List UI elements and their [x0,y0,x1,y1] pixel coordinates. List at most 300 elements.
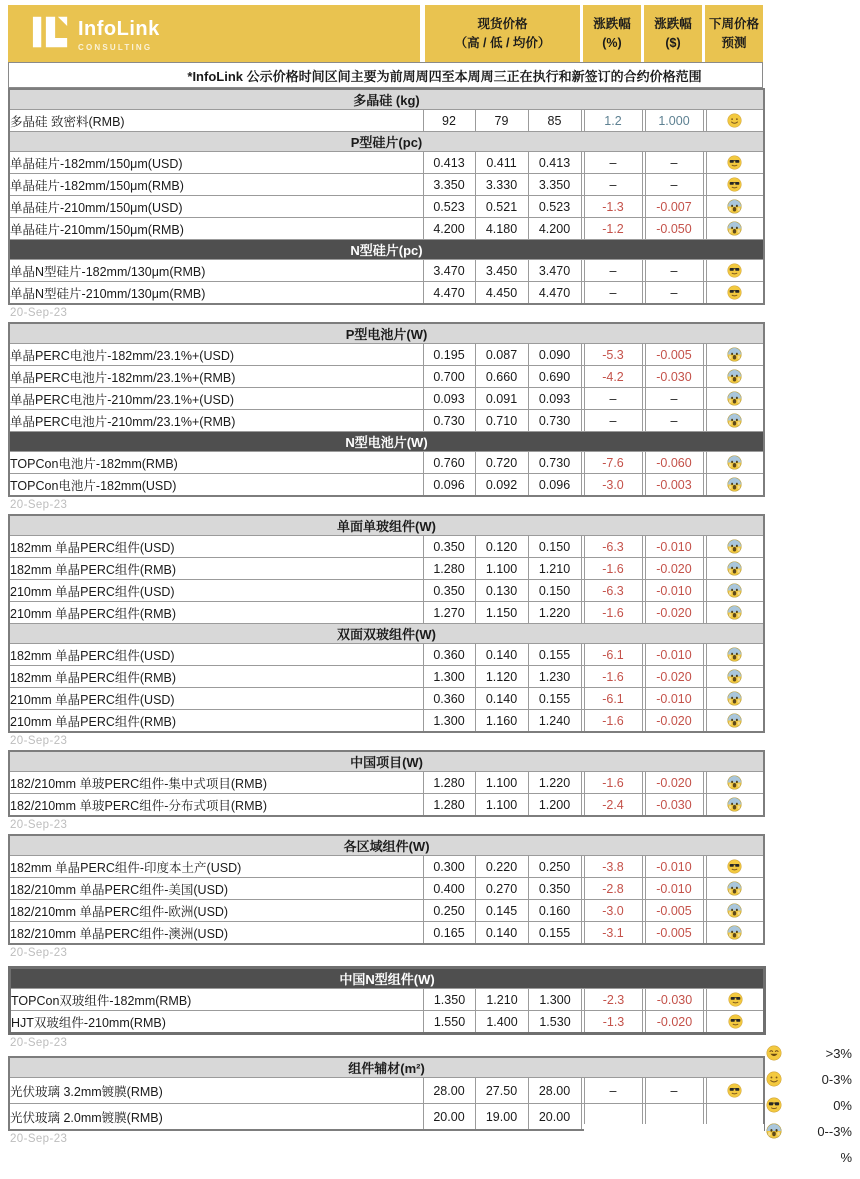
emoji-cool-icon [766,1097,782,1113]
price-high-cell: 0.165 [423,922,475,945]
emoji-cool-icon [727,177,742,192]
section-header [9,240,764,260]
price-low-cell: 0.270 [475,878,528,900]
product-name-cell: 单晶PERC电池片-210mm/23.1%+(USD) [9,388,423,410]
forecast-cell [706,282,764,305]
change-pct-cell: -3.0 [584,474,642,497]
section-title: 单面单玻组件(W) [9,515,764,536]
forecast-cell [706,900,764,922]
product-name-cell: 单晶PERC电池片-182mm/23.1%+(USD) [9,344,423,366]
emoji-scream-icon [727,903,742,918]
product-name-cell: 单晶硅片-182mm/150μm(USD) [9,152,423,174]
change-usd-cell: -0.010 [645,580,703,602]
emoji-scream-icon [727,605,742,620]
section-title: 各区域组件(W) [9,835,764,856]
change-pct-cell: -6.3 [584,536,642,558]
change-usd-cell: -0.020 [646,1011,704,1034]
price-high-cell: 1.550 [424,1011,476,1034]
legend-emoji [766,1123,784,1139]
price-row [9,218,764,240]
emoji-scream-icon [727,647,742,662]
section-title: 中国N型组件(W) [10,968,765,989]
price-high-cell: 1.280 [423,558,475,580]
legend-label: 0--3% [817,1123,852,1139]
price-low-cell: 0.130 [475,580,528,602]
product-name-cell: 182/210mm 单晶PERC组件-欧洲(USD) [9,900,423,922]
price-row [9,580,764,602]
change-pct-cell: -3.1 [584,922,642,945]
change-usd-cell: -0.030 [645,366,703,388]
emoji-cool-icon [727,285,742,300]
emoji-cool-icon [727,263,742,278]
price-table-block [8,1056,765,1131]
product-name-cell: 182mm 单晶PERC组件-印度本土产(USD) [9,856,423,878]
price-high-cell: 0.400 [423,878,475,900]
price-row [9,710,764,733]
price-high-cell: 1.300 [423,666,475,688]
date-watermark: 20-Sep-23 [10,1037,68,1049]
price-avg-cell: 0.160 [528,900,581,922]
price-high-cell: 1.280 [423,772,475,794]
change-usd-cell: -0.020 [645,666,703,688]
change-pct-cell: – [584,410,642,432]
forecast-cell [707,989,765,1011]
emoji-smile-icon [766,1071,782,1087]
change-usd-cell: -0.010 [645,644,703,666]
forecast-cell [706,474,764,497]
change-pct-cell: -2.8 [584,878,642,900]
change-usd-cell: – [645,410,703,432]
price-low-cell: 19.00 [475,1104,528,1131]
price-avg-cell: 0.150 [528,580,581,602]
emoji-cool-icon [727,859,742,874]
emoji-scream-icon [727,199,742,214]
change-usd-cell: -0.020 [645,558,703,580]
change-pct-cell: -1.6 [584,710,642,733]
price-period-note: *InfoLink 公示价格时间区间主要为前周周四至本周周三正在执行和新签订的合约价格范围 [8,62,763,88]
change-pct-cell: – [584,174,642,196]
legend-item [766,1092,852,1118]
forecast-subtitle: 预测 [721,35,747,50]
change-pct-cell: -1.2 [584,218,642,240]
price-row [9,152,764,174]
emoji-scream-icon [766,1123,782,1139]
price-low-cell: 0.091 [475,388,528,410]
price-avg-cell: 0.155 [528,644,581,666]
price-high-cell: 3.350 [423,174,475,196]
price-high-cell: 0.360 [423,644,475,666]
change-usd-cell: – [645,1078,703,1104]
section-header [9,1057,764,1078]
emoji-scream-icon [727,925,742,940]
product-name-cell: 182/210mm 单晶PERC组件-澳洲(USD) [9,922,423,945]
change-usd-cell: -0.005 [645,344,703,366]
change-usd-cell: -0.020 [645,772,703,794]
brand-name: InfoLink [78,18,160,40]
price-row [9,366,764,388]
section-title: P型电池片(W) [9,323,764,344]
emoji-scream-icon [727,881,742,896]
price-row [9,900,764,922]
forecast-cell [706,688,764,710]
forecast-cell [706,922,764,945]
price-row [9,644,764,666]
price-row [9,174,764,196]
price-high-cell: 0.760 [423,452,475,474]
brand-subtitle: CONSULTING [78,43,153,52]
price-avg-cell: 1.530 [529,1011,582,1034]
emoji-scream-icon [727,797,742,812]
change-usd-cell: – [645,260,703,282]
change-usd-cell: – [645,388,703,410]
price-high-cell: 0.730 [423,410,475,432]
price-high-cell: 4.470 [423,282,475,305]
price-low-cell: 0.140 [475,644,528,666]
forecast-cell [706,666,764,688]
price-table-block [8,514,765,733]
price-high-cell: 4.200 [423,218,475,240]
emoji-scream-icon [727,775,742,790]
price-high-cell: 20.00 [423,1104,475,1131]
price-avg-cell: 0.730 [528,452,581,474]
date-watermark: 20-Sep-23 [10,819,68,831]
price-high-cell: 0.413 [423,152,475,174]
col-header-forecast [705,5,763,62]
product-name-cell: 210mm 单晶PERC组件(RMB) [9,710,423,733]
change-usd-cell: 1.000 [645,110,703,132]
price-table-block [8,88,765,305]
change-usd-cell: -0.010 [645,856,703,878]
change-pct-cell: -1.6 [584,666,642,688]
price-table-block [8,834,765,945]
price-avg-cell: 0.093 [528,388,581,410]
price-high-cell: 0.093 [423,388,475,410]
change-pct-cell: -5.3 [584,344,642,366]
legend-emoji [766,1071,784,1087]
product-name-cell: 182mm 单晶PERC组件(USD) [9,536,423,558]
product-name-cell: 182/210mm 单玻PERC组件-分布式项目(RMB) [9,794,423,817]
change-pct-cell: -3.0 [584,900,642,922]
emoji-smile-icon [727,113,742,128]
section-title: N型电池片(W) [9,432,764,452]
price-low-cell: 0.092 [475,474,528,497]
change-pct-cell: – [584,388,642,410]
emoji-scream-icon [727,691,742,706]
price-avg-cell: 0.250 [528,856,581,878]
change-pct-cell: -1.3 [584,196,642,218]
price-row [10,1011,765,1034]
price-high-cell: 1.270 [423,602,475,624]
forecast-cell [706,602,764,624]
product-name-cell: 多晶硅 致密料(RMB) [9,110,423,132]
product-name-cell: 182/210mm 单玻PERC组件-集中式项目(RMB) [9,772,423,794]
product-name-cell: 210mm 单晶PERC组件(USD) [9,688,423,710]
price-low-cell: 4.180 [475,218,528,240]
emoji-scream-icon [727,455,742,470]
price-low-cell: 1.400 [476,1011,529,1034]
change-usd-cell: -0.003 [645,474,703,497]
price-high-cell: 0.360 [423,688,475,710]
logo-texts [78,19,160,52]
product-name-cell: 182mm 单晶PERC组件(USD) [9,644,423,666]
change-usd-cell: -0.050 [645,218,703,240]
product-name-cell: 182/210mm 单晶PERC组件-美国(USD) [9,878,423,900]
price-low-cell: 4.450 [475,282,528,305]
price-low-cell: 0.660 [475,366,528,388]
change-usd-cell: – [645,152,703,174]
section-header [10,968,765,989]
forecast-cell [706,196,764,218]
price-avg-cell: 28.00 [528,1078,581,1104]
brand-logo [8,5,420,62]
price-row [9,1078,764,1104]
product-name-cell: TOPCon双玻组件-182mm(RMB) [10,989,424,1011]
change-pct-cell: -6.3 [584,580,642,602]
product-name-cell: 182mm 单晶PERC组件(RMB) [9,558,423,580]
emoji-scream-icon [727,713,742,728]
price-avg-cell: 0.523 [528,196,581,218]
price-row [9,536,764,558]
product-name-cell: TOPCon电池片-182mm(RMB) [9,452,423,474]
change-pct-cell: – [584,1078,642,1104]
section-header [9,323,764,344]
change-pct-cell: – [584,282,642,305]
price-high-cell: 0.096 [423,474,475,497]
price-low-cell: 0.087 [475,344,528,366]
col-header-change-usd [644,5,702,62]
price-low-cell: 0.120 [475,536,528,558]
legend-label: 0% [833,1097,852,1113]
price-row [9,282,764,305]
change-pct-cell: -6.1 [584,688,642,710]
price-high-cell: 1.300 [423,710,475,733]
change-usd-cell: -0.005 [645,922,703,945]
forecast-cell [706,772,764,794]
change-usd-cell: -0.005 [645,900,703,922]
price-avg-cell: 1.210 [528,558,581,580]
emoji-cool-icon [727,1083,742,1098]
forecast-legend [766,1040,852,1170]
forecast-cell [706,110,764,132]
price-avg-cell: 0.155 [528,688,581,710]
price-avg-cell: 1.300 [529,989,582,1011]
product-name-cell: 单晶N型硅片-210mm/130μm(RMB) [9,282,423,305]
price-avg-cell: 0.090 [528,344,581,366]
price-row [9,344,764,366]
price-low-cell: 0.710 [475,410,528,432]
col-header-spot-price [425,5,580,62]
forecast-cell [706,710,764,733]
forecast-cell [706,174,764,196]
forecast-cell [706,344,764,366]
product-name-cell: HJT双玻组件-210mm(RMB) [10,1011,424,1034]
header-band [8,5,763,62]
product-name-cell: 182mm 单晶PERC组件(RMB) [9,666,423,688]
legend-emoji [766,1045,784,1061]
price-avg-cell: 85 [528,110,581,132]
change-pct-cell: -2.4 [584,794,642,817]
price-row [9,772,764,794]
price-low-cell: 1.210 [476,989,529,1011]
price-high-cell: 0.350 [423,580,475,602]
change-usd-cell: -0.030 [645,794,703,817]
forecast-cell [706,410,764,432]
price-low-cell: 1.100 [475,772,528,794]
product-name-cell: 单晶硅片-210mm/150μm(USD) [9,196,423,218]
price-low-cell: 79 [475,110,528,132]
price-low-cell: 27.50 [475,1078,528,1104]
price-row [9,794,764,817]
price-avg-cell: 20.00 [528,1104,581,1131]
price-high-cell: 0.300 [423,856,475,878]
price-high-cell: 0.250 [423,900,475,922]
price-low-cell: 3.450 [475,260,528,282]
price-table-block [8,322,765,497]
section-header [9,432,764,452]
price-avg-cell: 1.240 [528,710,581,733]
price-high-cell: 0.523 [423,196,475,218]
price-table-block [8,966,766,1035]
forecast-cell [706,856,764,878]
forecast-cell [706,558,764,580]
price-row [9,260,764,282]
date-watermark: 20-Sep-23 [10,947,68,959]
price-avg-cell: 0.155 [528,922,581,945]
price-high-cell: 28.00 [423,1078,475,1104]
legend-emoji [766,1097,784,1113]
price-row [9,878,764,900]
price-low-cell: 1.150 [475,602,528,624]
price-avg-cell: 1.200 [528,794,581,817]
forecast-cell [706,878,764,900]
price-table-area [0,88,860,1146]
price-low-cell: 0.220 [475,856,528,878]
price-avg-cell: 0.690 [528,366,581,388]
emoji-cool-icon [727,155,742,170]
change-usd-subtitle: ($) [665,35,681,50]
section-header [9,132,764,152]
product-name-cell: 光伏玻璃 2.0mm镀膜(RMB) [9,1104,423,1131]
emoji-scream-icon [727,583,742,598]
product-name-cell: 单晶硅片-210mm/150μm(RMB) [9,218,423,240]
price-avg-cell: 0.350 [528,878,581,900]
emoji-scream-icon [727,221,742,236]
price-avg-cell: 0.096 [528,474,581,497]
price-low-cell: 1.160 [475,710,528,733]
product-name-cell: 光伏玻璃 3.2mm镀膜(RMB) [9,1078,423,1104]
change-pct-subtitle: (%) [602,35,622,50]
section-title: P型硅片(pc) [9,132,764,152]
section-header [9,624,764,644]
change-pct-cell: -1.3 [585,1011,643,1034]
price-low-cell: 3.330 [475,174,528,196]
emoji-big-smile-icon [766,1045,782,1061]
price-high-cell: 1.350 [424,989,476,1011]
section-title: 多晶硅 (kg) [9,89,764,110]
infolink-logo-icon [32,14,69,51]
price-avg-cell: 4.470 [528,282,581,305]
legend-item [766,1040,852,1066]
price-high-cell: 0.350 [423,536,475,558]
product-name-cell: 单晶N型硅片-182mm/130μm(RMB) [9,260,423,282]
forecast-cell [706,260,764,282]
price-row [9,558,764,580]
product-name-cell: 单晶硅片-182mm/150μm(RMB) [9,174,423,196]
change-pct-cell: – [584,260,642,282]
product-name-cell: 单晶PERC电池片-182mm/23.1%+(RMB) [9,366,423,388]
emoji-scream-icon [727,347,742,362]
forecast-cell [707,1011,765,1034]
emoji-cool-icon [728,1014,743,1029]
price-row [9,452,764,474]
section-title: N型硅片(pc) [9,240,764,260]
date-watermark: 20-Sep-23 [10,735,68,747]
forecast-cell [706,452,764,474]
price-row [9,196,764,218]
legend-label: % [840,1149,852,1165]
section-header [9,515,764,536]
change-usd-title: 涨跌幅 [654,17,692,32]
price-high-cell: 92 [423,110,475,132]
emoji-scream-icon [727,477,742,492]
price-avg-cell: 4.200 [528,218,581,240]
product-name-cell: TOPCon电池片-182mm(USD) [9,474,423,497]
change-pct-cell: -3.8 [584,856,642,878]
change-pct-cell: -6.1 [584,644,642,666]
emoji-cool-icon [728,992,743,1007]
section-title: 组件辅材(m²) [9,1057,764,1078]
price-avg-cell: 1.220 [528,772,581,794]
price-avg-cell: 0.730 [528,410,581,432]
price-low-cell: 0.140 [475,688,528,710]
change-usd-cell: -0.010 [645,536,703,558]
date-watermark: 20-Sep-23 [10,499,68,511]
change-usd-cell: – [645,174,703,196]
price-avg-cell: 0.150 [528,536,581,558]
emoji-scream-icon [727,561,742,576]
price-row [9,474,764,497]
logo-wrap [32,14,160,52]
price-row [9,110,764,132]
forecast-cell [706,1078,764,1104]
product-name-cell: 单晶PERC电池片-210mm/23.1%+(RMB) [9,410,423,432]
legend-item [766,1144,852,1170]
change-pct-cell: 1.2 [584,110,642,132]
forecast-cell [706,536,764,558]
price-high-cell: 1.280 [423,794,475,817]
price-low-cell: 0.521 [475,196,528,218]
spot-price-subtitle: （高 / 低 / 均价） [454,35,551,50]
price-avg-cell: 3.350 [528,174,581,196]
product-name-cell: 210mm 单晶PERC组件(RMB) [9,602,423,624]
legend-label: 0-3% [821,1071,852,1087]
change-pct-cell: – [584,152,642,174]
price-row [9,688,764,710]
price-low-cell: 1.100 [475,794,528,817]
forecast-cell [706,218,764,240]
forecast-cell [706,644,764,666]
change-pct-title: 涨跌幅 [593,17,631,32]
emoji-scream-icon [727,391,742,406]
price-high-cell: 0.195 [423,344,475,366]
change-usd-cell: -0.060 [645,452,703,474]
price-low-cell: 0.145 [475,900,528,922]
forecast-cell [706,152,764,174]
change-usd-cell: -0.010 [645,688,703,710]
emoji-scream-icon [727,413,742,428]
change-usd-cell: -0.020 [645,710,703,733]
forecast-title: 下周价格 [708,17,759,32]
